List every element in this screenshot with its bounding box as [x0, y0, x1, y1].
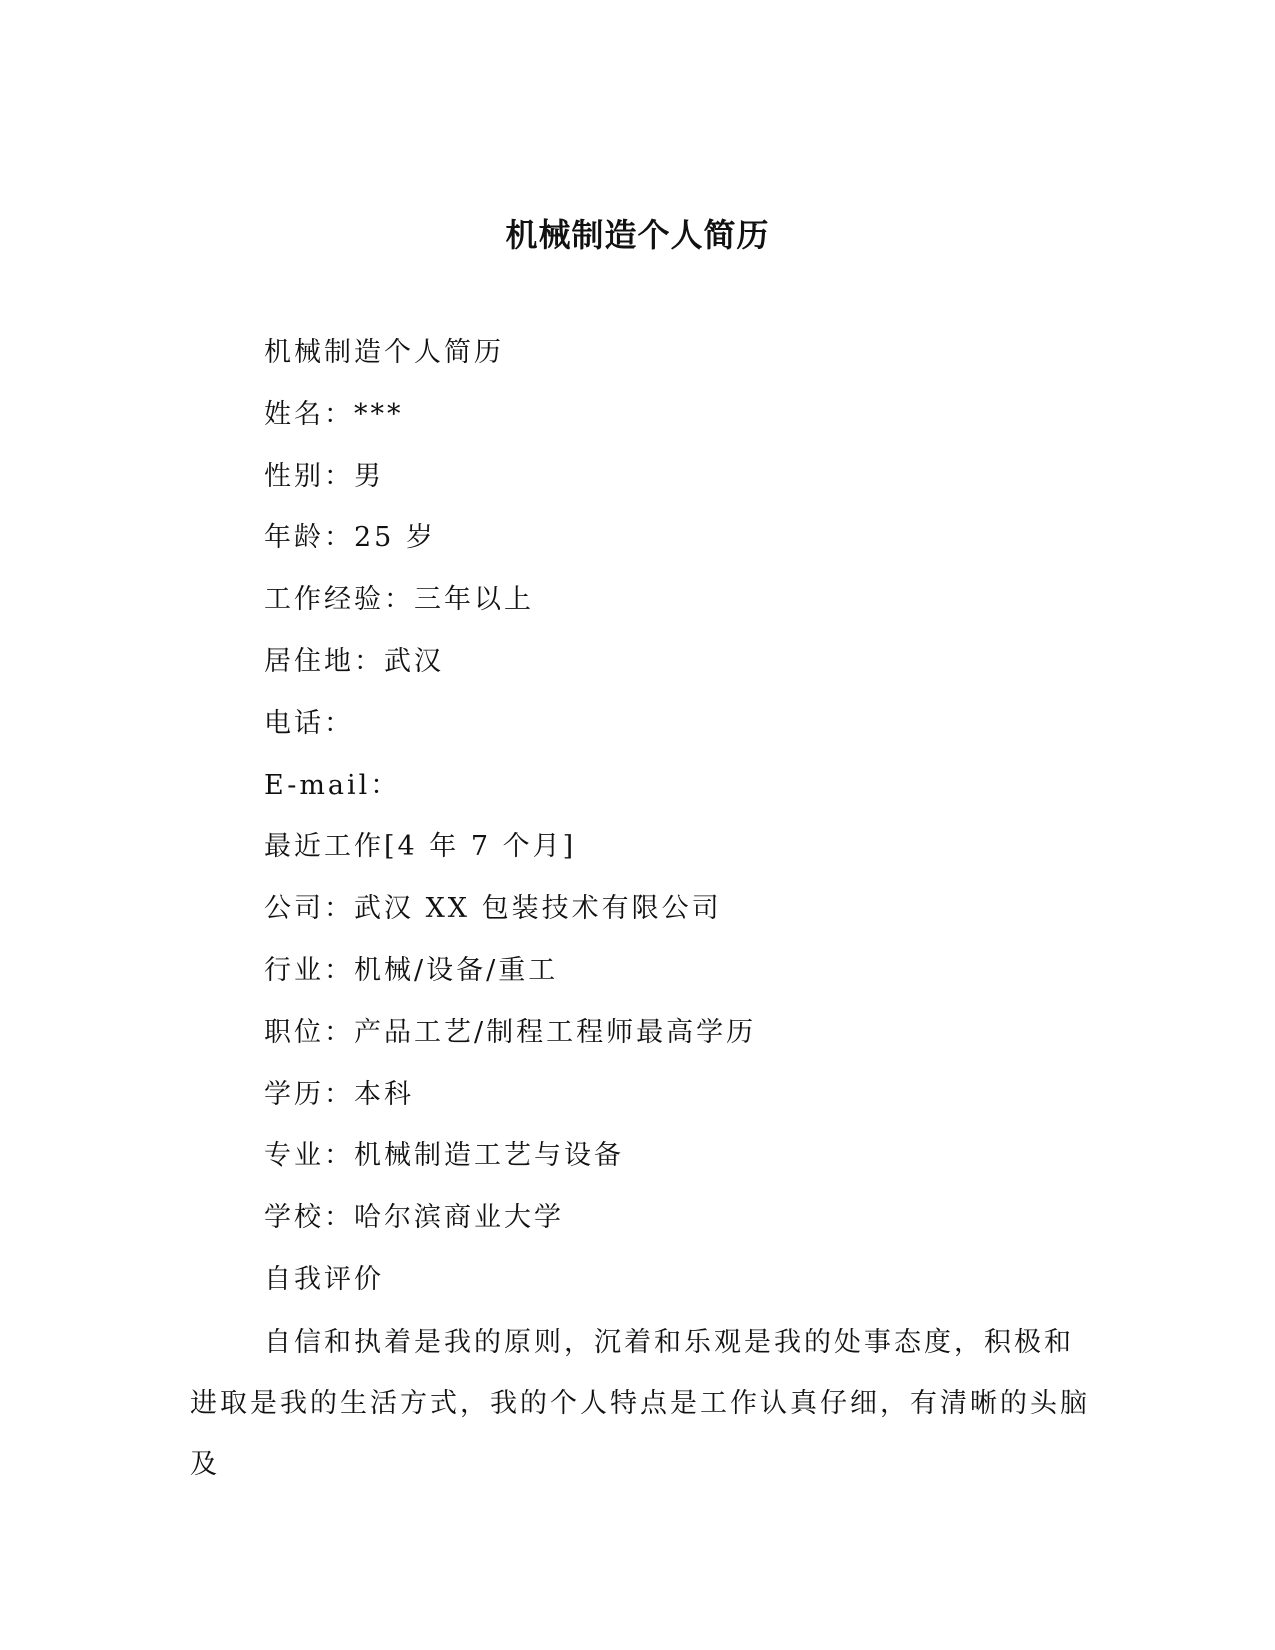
self-evaluation-heading: 自我评价 — [264, 1263, 384, 1295]
age-line: 年龄：25 岁 — [264, 522, 436, 554]
school-line: 学校：哈尔滨商业大学 — [264, 1202, 564, 1234]
name-line: 姓名：*** — [264, 398, 404, 430]
resume-heading: 机械制造个人简历 — [264, 337, 504, 368]
self-evaluation-paragraph: 自信和执着是我的原则，沉着和乐观是我的处事态度，积极和进取是我的生活方式，我的个人特点是工作认真仔细，有清晰的头脑及 — [190, 1327, 1090, 1480]
email-line: E-mail： — [264, 769, 401, 801]
phone-line: 电话： — [264, 707, 354, 739]
position-line: 职位：产品工艺/制程工程师最高学历 — [264, 1016, 757, 1048]
company-line: 公司：武汉 XX 包装技术有限公司 — [264, 893, 722, 925]
gender-line: 性别：男 — [264, 460, 384, 492]
recent-work-line: 最近工作[4 年 7 个月] — [264, 831, 577, 863]
residence-line: 居住地：武汉 — [264, 645, 444, 677]
page-title: 机械制造个人简历 — [505, 216, 770, 254]
industry-line: 行业：机械/设备/重工 — [264, 954, 559, 986]
resume-lines — [264, 333, 1094, 1322]
major-line: 专业：机械制造工艺与设备 — [264, 1140, 624, 1172]
experience-line: 工作经验：三年以上 — [264, 584, 534, 616]
education-line: 学历：本科 — [264, 1078, 414, 1110]
